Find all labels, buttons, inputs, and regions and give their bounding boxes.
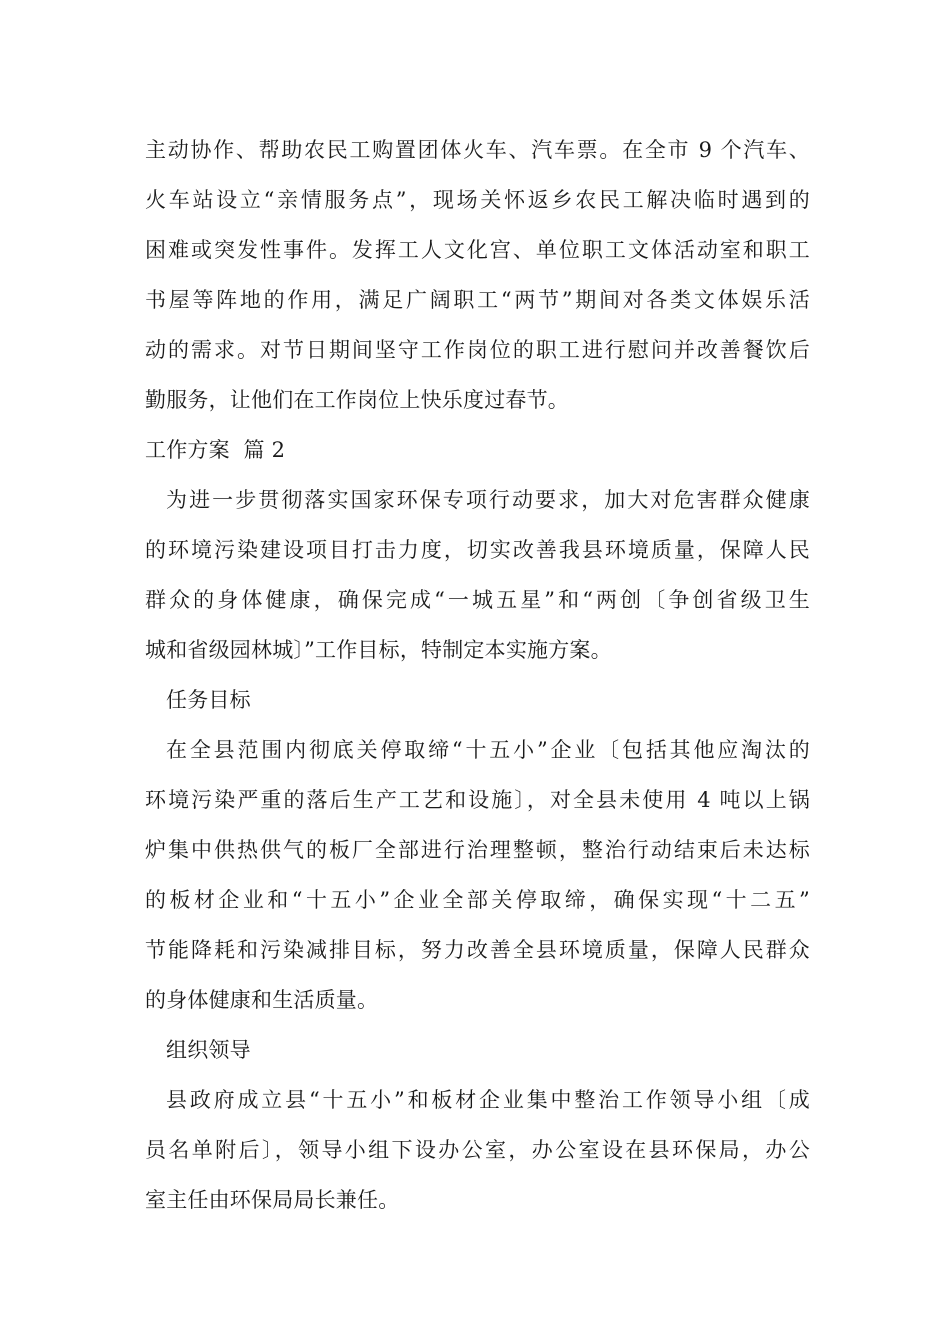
paragraph-1-line-4: 书屋等阵地的作用，满足广阔职工“两节”期间对各类文体娱乐活: [145, 288, 810, 312]
goal-line-2: 环境污染严重的落后生产工艺和设施〕，对全县未使用 4 吨以上锅: [145, 788, 810, 812]
intro-line-4: 城和省级园林城〕”工作目标，特制定本实施方案。: [145, 638, 612, 662]
heading-task-goal: 任务目标: [166, 688, 251, 712]
paragraph-1-line-5: 动的需求。对节日期间坚守工作岗位的职工进行慰问并改善餐饮后: [145, 338, 810, 362]
paragraph-1-line-1: 主动协作、帮助农民工购置团体火车、汽车票。在全市 9 个汽车、: [145, 138, 810, 162]
heading-organization: 组织领导: [166, 1038, 251, 1062]
goal-line-5: 节能降耗和污染减排目标，努力改善全县环境质量，保障人民群众: [145, 938, 810, 962]
intro-line-3: 群众的身体健康，确保完成“一城五星”和“两创〔争创省级卫生: [145, 588, 810, 612]
intro-line-2: 的环境污染建设项目打击力度，切实改善我县环境质量，保障人民: [145, 538, 810, 562]
goal-line-4: 的板材企业和“十五小”企业全部关停取缔，确保实现“十二五”: [145, 888, 810, 912]
org-line-2: 员名单附后〕，领导小组下设办公室，办公室设在县环保局，办公: [145, 1138, 810, 1162]
paragraph-1-line-6: 勤服务，让他们在工作岗位上快乐度过春节。: [145, 388, 569, 412]
goal-line-6: 的身体健康和生活质量。: [145, 988, 379, 1012]
paragraph-1-line-2: 火车站设立“亲情服务点”，现场关怀返乡农民工解决临时遇到的: [145, 188, 810, 212]
paragraph-1-line-3: 困难或突发性事件。发挥工人文化宫、单位职工文体活动室和职工: [145, 238, 810, 262]
section-title: 工作方案 篇 2: [145, 438, 286, 462]
goal-line-3: 炉集中供热供气的板厂全部进行治理整顿，整治行动结束后未达标: [145, 838, 810, 862]
intro-line-1: 为进一步贯彻落实国家环保专项行动要求，加大对危害群众健康: [166, 488, 810, 512]
goal-line-1: 在全县范围内彻底关停取缔“十五小”企业〔包括其他应淘汰的: [166, 738, 810, 762]
org-line-1: 县政府成立县“十五小”和板材企业集中整治工作领导小组〔成: [166, 1088, 810, 1112]
org-line-3: 室主任由环保局局长兼任。: [145, 1188, 400, 1212]
